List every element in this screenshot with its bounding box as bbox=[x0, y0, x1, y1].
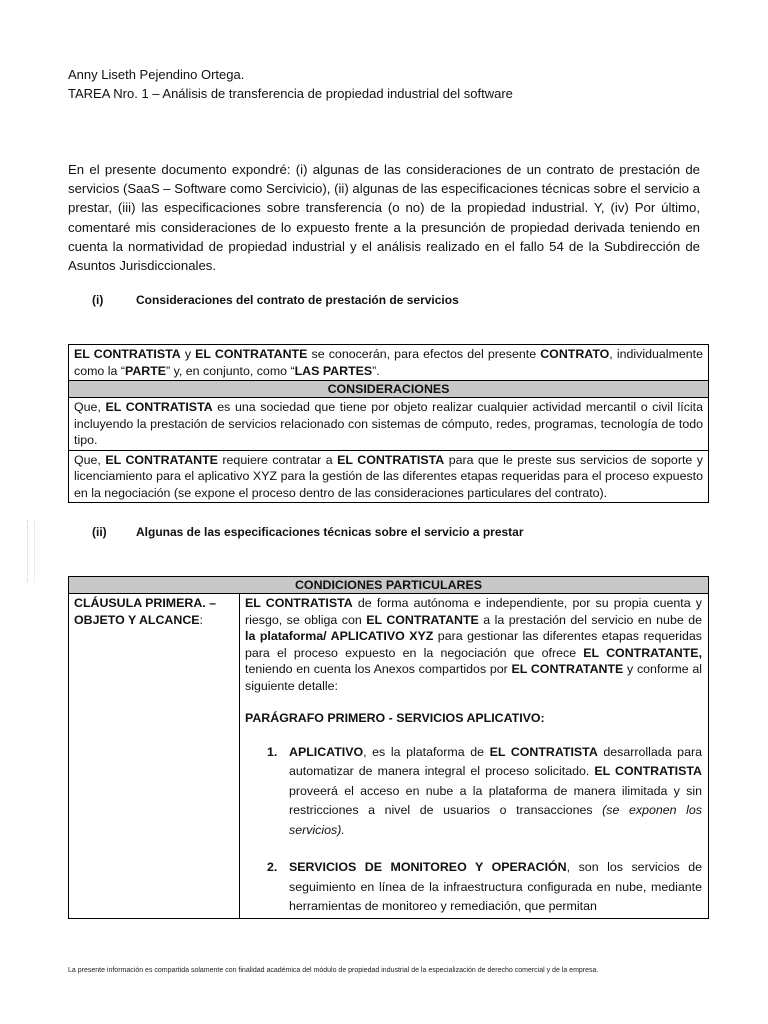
item-text bbox=[289, 743, 702, 841]
party-contratista: EL CONTRATISTA bbox=[105, 400, 213, 414]
margin-watermark bbox=[27, 520, 35, 582]
section-heading-2 bbox=[92, 525, 524, 539]
party-contratante: EL CONTRATANTE bbox=[195, 347, 308, 361]
task-title: TAREA Nro. 1 – Análisis de transferencia de propiedad industrial del software bbox=[68, 86, 513, 101]
text: para que le preste sus servicios de soporte y licenciamiento para el aplicativo XYZ para la gestión de las diferentes etapas requeridas para el proceso expuesto en la negociación (se expone el proceso dentro de las consideraciones particulares del contrato). bbox=[74, 452, 703, 500]
text: : bbox=[199, 612, 203, 627]
text: Que, bbox=[74, 452, 106, 467]
party-contratante: EL CONTRATANTE bbox=[105, 452, 218, 467]
item-number: 1. bbox=[267, 744, 278, 759]
list-item bbox=[267, 858, 702, 917]
clause-body bbox=[245, 595, 702, 694]
clause-body-cell bbox=[240, 594, 709, 919]
clause-label: CLÁUSULA PRIMERA. – OBJETO Y ALCANCE bbox=[74, 596, 217, 627]
text: requiere contratar a bbox=[217, 452, 338, 467]
clause-label-cell bbox=[69, 594, 240, 919]
text: teniendo en cuenta los Anexos compartidos por bbox=[245, 662, 512, 676]
item-text bbox=[289, 858, 702, 917]
text: , son los servicios de seguimiento en línea de la infraestructura configurada en nube, mediante herramientas de monitoreo y remediación, que permitan bbox=[289, 860, 702, 913]
text: , individualmente como la “ bbox=[74, 347, 703, 378]
party-contratante: EL CONTRATANTE bbox=[366, 612, 479, 627]
platform-name: la plataforma/ APLICATIVO XYZ bbox=[245, 629, 434, 643]
consideration-row bbox=[69, 450, 709, 503]
section-title: Algunas de las especificaciones técnicas sobre el servicio a prestar bbox=[136, 525, 524, 539]
considerations-header: CONSIDERACIONES bbox=[69, 381, 709, 398]
footer-note: La presente información es compartida solamente con finalidad académica del módulo de propiedad industrial de la especialización de derecho comercial y de la empresa. bbox=[68, 967, 599, 974]
service-name: SERVICIOS DE MONITOREO Y OPERACIÓN bbox=[289, 860, 567, 874]
intro-paragraph: En el presente documento expondré: (i) algunas de las consideraciones de un contrato de prestación de servicios (SaaS – Software como Sercivicio), (ii) algunas de las especificaciones técnicas sobre el servicio a prestar, (iii) las especificaciones sobre transferencia (o no) de la propiedad industrial. Y, (iv) Por último, comentaré mis consideraciones de lo expuesto frente a la presunción de propiedad derivada teniendo en cuenta la normatividad de propiedad industrial y el análisis realizado en el fallo 54 de la Subdirección de Asuntos Jurisdiccionales. bbox=[68, 162, 700, 274]
party-contratante: EL CONTRATANTE, bbox=[583, 645, 703, 660]
considerations-table bbox=[68, 344, 709, 503]
author-name: Anny Liseth Pejendino Ortega. bbox=[68, 67, 245, 82]
text: , es la plataforma de bbox=[363, 744, 490, 759]
text: y conforme al siguiente detalle: bbox=[245, 662, 702, 693]
party-contratante: EL CONTRATANTE bbox=[511, 662, 624, 676]
section-number: (i) bbox=[92, 293, 104, 307]
party-contratista: EL CONTRATISTA bbox=[245, 596, 353, 610]
text: a la prestación del servicio en nube de bbox=[478, 612, 702, 627]
italic-note: (se exponen los servicios). bbox=[289, 803, 702, 837]
text: Que, bbox=[74, 400, 106, 414]
party-contratista: EL CONTRATISTA bbox=[594, 764, 702, 778]
party-contratista: EL CONTRATISTA bbox=[489, 744, 598, 759]
particular-conditions-header: CONDICIONES PARTICULARES bbox=[69, 577, 709, 594]
text: proveerá el acceso en nube a la plataforma de manera ilimitada y sin restricciones a nivel de usuarios o transacciones bbox=[289, 783, 702, 817]
contract-term: CONTRATO bbox=[540, 347, 610, 361]
party-contratista: EL CONTRATISTA bbox=[337, 452, 445, 467]
partes-term: LAS PARTES bbox=[294, 363, 373, 378]
parties-definition-cell bbox=[69, 345, 709, 381]
text: ” y, en conjunto, como “ bbox=[166, 363, 295, 378]
list-item bbox=[267, 743, 702, 841]
paragraph-title: PARÁGRAFO PRIMERO - SERVICIOS APLICATIVO: bbox=[245, 711, 545, 725]
party-contratista: EL CONTRATISTA bbox=[74, 347, 181, 361]
service-name: APLICATIVO bbox=[289, 744, 364, 759]
text: desarrollada para automatizar de manera integral el proceso solicitado. bbox=[289, 744, 702, 778]
section-heading-1 bbox=[92, 293, 459, 307]
text: para gestionar las diferentes etapas requeridas para el proceso expuesto en la negociación que ofrece bbox=[245, 629, 702, 660]
item-number: 2. bbox=[267, 860, 278, 874]
parte-term: PARTE bbox=[124, 363, 167, 378]
text: es una sociedad que tiene por objeto realizar cualquier actividad mercantil o civil lícita incluyendo la prestación de servicios relacionado con sistemas de cómputo, redes, programas, tecnología de todo tipo. bbox=[74, 400, 703, 447]
particular-conditions-table bbox=[68, 576, 709, 919]
section-title: Consideraciones del contrato de prestación de servicios bbox=[136, 293, 459, 307]
text: y bbox=[180, 347, 196, 361]
text: de forma autónoma e independiente, por su propia cuenta y riesgo, se obliga con bbox=[245, 596, 702, 627]
text: ”. bbox=[372, 363, 380, 378]
consideration-row bbox=[69, 398, 709, 451]
text: se conocerán, para efectos del presente bbox=[307, 347, 541, 361]
section-number: (ii) bbox=[92, 525, 107, 539]
